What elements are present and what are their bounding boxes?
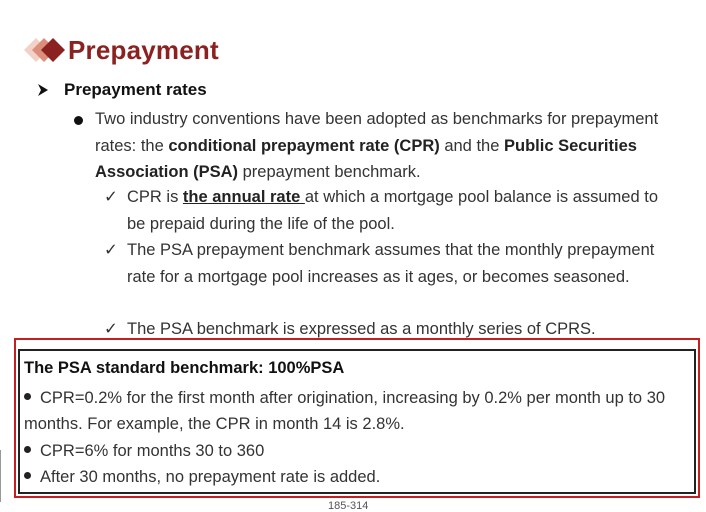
psa-box-item: [24, 438, 692, 464]
dot-bullet-icon: [24, 393, 31, 400]
psa-box-heading: The PSA standard benchmark: 100%PSA: [24, 359, 345, 377]
arrow-bullet-icon: [36, 83, 50, 97]
main-bullet: [74, 106, 674, 186]
page-number: 185-314: [328, 500, 369, 512]
psa-box-item-text: CPR=6% for months 30 to 360: [40, 442, 265, 460]
subitem-psa: [104, 237, 664, 290]
check-icon: ✓: [104, 241, 118, 259]
dot-bullet-icon: [24, 472, 31, 479]
dot-bullet-icon: [24, 446, 31, 453]
psa-box-item: [24, 464, 692, 490]
subitem-psa-series-text: The PSA benchmark is expressed as a monthly series of CPRS.: [127, 320, 596, 338]
subitem-cpr-text: [127, 184, 664, 237]
psa-box-item-text: After 30 months, no prepayment rate is added.: [40, 468, 381, 486]
slide-title: Prepayment: [68, 34, 219, 65]
section-heading: Prepayment rates: [64, 80, 207, 99]
main-bullet-part3: prepayment benchmark.: [238, 163, 421, 181]
subitem-cpr-prefix: CPR is: [127, 188, 183, 206]
dot-bullet-icon: [74, 116, 83, 125]
edge-divider: [0, 450, 1, 502]
diamond-logo-icon: [8, 30, 66, 70]
main-bullet-part2: and the: [439, 136, 504, 155]
subitem-cpr-suffix: at which a mortgage pool balance is assumed to be prepaid during the life of the pool.: [127, 188, 658, 233]
cpr-term: conditional prepayment rate (CPR): [168, 136, 440, 155]
main-bullet-part1: Two industry conventions have been adopted as benchmarks for prepayment rates: the: [95, 110, 659, 155]
check-icon: ✓: [104, 188, 118, 206]
main-bullet-text: [95, 106, 674, 186]
slide-header: [8, 28, 219, 72]
psa-box-item-text: CPR=0.2% for the first month after origination, increasing by 0.2% per month up to 30 months. For example, the CPR in month 14 is 2.8%.: [24, 389, 666, 433]
psa-term: Public Securities Association (PSA): [95, 136, 637, 181]
psa-box-item: [24, 385, 692, 437]
annual-rate-emphasis: the annual rate: [182, 188, 305, 206]
section-heading-row: [36, 80, 207, 100]
subitem-psa-text: The PSA prepayment benchmark assumes that the monthly prepayment rate for a mortgage pool increases as it ages, or becomes seasoned.: [127, 241, 655, 286]
check-icon: ✓: [104, 320, 118, 338]
subitem-cpr: [104, 184, 664, 237]
